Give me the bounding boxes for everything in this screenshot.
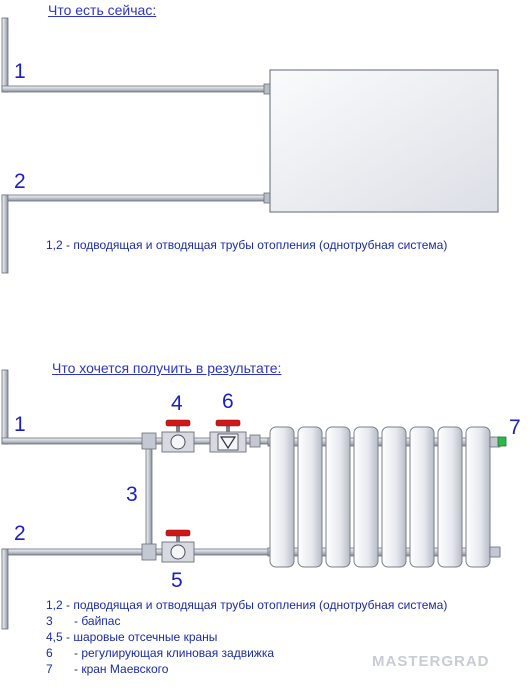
legend-text: - шаровые отсечные краны <box>62 630 218 644</box>
legend-text: - кран Маевского <box>74 662 169 676</box>
gate-valve-6 <box>210 420 246 452</box>
label-3-bypass: 3 <box>126 483 138 506</box>
label-1-top: 1 <box>14 60 26 83</box>
supply-pipe-horizontal <box>2 438 150 444</box>
label-2-bottom: 2 <box>14 522 26 545</box>
supply-pipe-horizontal <box>2 86 268 92</box>
mayevsky-valve <box>498 437 506 446</box>
legend-text: - регулирующая клиновая задвижка <box>74 646 275 660</box>
bottom-title: Что хочется получить в результате: <box>52 360 282 376</box>
legend-text: - подводящая и отводящая трубы отопления (однотрубная система) <box>62 598 448 612</box>
supply-pipe-vertical <box>2 370 8 444</box>
return-tee <box>142 544 156 560</box>
legend-key: 3 <box>46 614 53 628</box>
return-pipe-horizontal <box>2 195 268 201</box>
return-pipe-horizontal <box>2 549 150 555</box>
legend-row-2 <box>46 614 120 628</box>
label-4-ball-valve: 4 <box>171 392 183 415</box>
top-caption: 1,2 - подводящая и отводящая трубы отопления (однотрубная система) <box>46 238 448 252</box>
supply-fitting <box>264 84 270 94</box>
supply-coupling <box>250 435 260 447</box>
label-1-bottom: 1 <box>14 413 26 436</box>
ball-valve-4 <box>162 420 194 452</box>
legend-row-4 <box>46 646 274 660</box>
top-title: Что есть сейчас: <box>48 2 157 18</box>
sectional-radiator <box>268 427 500 567</box>
label-5-ball-valve: 5 <box>171 569 183 592</box>
supply-pipe-vertical <box>2 18 8 92</box>
legend-row-3 <box>46 630 217 644</box>
label-7-mayevsky: 7 <box>509 416 521 439</box>
panel-radiator <box>270 70 498 212</box>
legend-text: - байпас <box>74 614 121 628</box>
legend-key: 1,2 <box>46 598 63 612</box>
supply-tee <box>142 433 156 449</box>
legend-key: 6 <box>46 646 53 660</box>
top-existing-scheme <box>2 18 498 273</box>
return-pipe-vertical <box>2 549 8 629</box>
ball-valve-5 <box>162 530 194 562</box>
bottom-desired-scheme <box>2 370 506 629</box>
legend-row-5 <box>46 662 168 676</box>
label-6-gate-valve: 6 <box>222 390 234 413</box>
label-2-top: 2 <box>14 170 26 193</box>
return-fitting <box>264 193 270 203</box>
legend-key: 7 <box>46 662 53 676</box>
bypass-pipe <box>146 440 152 552</box>
watermark: MASTERGRAD <box>372 653 490 670</box>
legend-row-1 <box>46 598 447 612</box>
return-pipe-vertical <box>2 195 8 273</box>
legend-key: 4,5 <box>46 630 63 644</box>
